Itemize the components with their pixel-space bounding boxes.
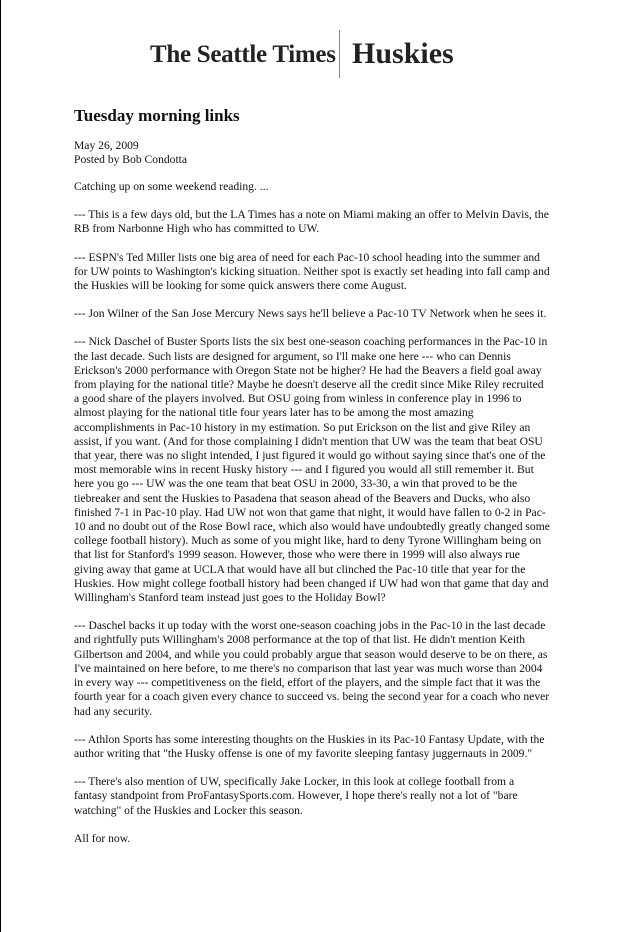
article-title: Tuesday morning links — [74, 106, 240, 125]
masthead — [0, 30, 621, 80]
paragraph-signoff: All for now. — [74, 831, 131, 845]
paragraph-athlon: --- Athlon Sports has some interesting thoughts on the Huskies in its Pac-10 Fantasy Update, with the author writing that "the Husky offense is one of my favorite sleeping fantasy juggernauts in 2009." — [74, 732, 545, 760]
masthead-divider — [339, 30, 340, 78]
paragraph-daschel-best: --- Nick Daschel of Buster Sports lists the six best one-season coaching performances in the Pac-10 in the last decade. Such lists are designed for argument, so I'll make one here --- who can Dennis Erickson's 2000 performance with Oregon State not be higher? He had the Beavers a field goal away from playing for the national title? Maybe he doesn't deserve all the credit since Mike Riley recruited a good share of the players involved. But OSU going from winless in conference play in 1996 to almost playing for the national title four years later has to be among the most amazing accomplishments in Pac-10 history in my estimation. So put Erickson on the list and give Riley an assist, if you want. (And for those complaining I didn't mention that UW was the team that beat OSU that year, there was no slight intended, I just figured it would go without saying since that's one of the most memorable wins in recent Husky history --- and I figured you would all still remember it. But here you go --- UW was the one team that beat OSU in 2000, 33-30, a win that proved to be the tiebreaker and sent the Huskies to Pasadena that season ahead of the Beavers and Ducks, who also finished 7-1 in Pac-10 play. Had UW not won that game that night, it would have fallen to 0-2 in Pac-10 and no doubt out of the Rose Bowl race, which also would have undoubtedly greatly changed some college football history). Much as some of you might like, hard to deny Tyrone Willingham being on that list for Stanford's 1999 season. However, those who were there in 1999 will also always rue giving away that game at UCLA that would have all but clinched the Pac-10 title that year for the Huskies. How might college football history had been changed if UW had won that game that day and Willingham's Stanford team instead just goes to the Holiday Bowl? — [74, 335, 550, 605]
article-date: May 26, 2009 — [74, 139, 139, 152]
paragraph-wilner: --- Jon Wilner of the San Jose Mercury News says he'll believe a Pac-10 TV Network when he sees it. — [74, 307, 547, 321]
newspaper-logo[interactable]: The Seattle Times — [150, 41, 336, 68]
article-byline: Posted by Bob Condotta — [74, 153, 188, 166]
article-meta — [74, 139, 550, 167]
paragraph-daschel-worst: --- Daschel backs it up today with the worst one-season coaching jobs in the Pac-10 in the last decade and rightfully puts Willingham's 2008 performance at the top of that list. He didn't mention Keith Gilbertson and 2004, and while you could probably argue that season would deserve to be on there, as I've maintained on here before, to me there's no comparison that last year was much worse than 2004 in every way --- competitiveness on the field, effort of the players, and the simple fact that it was the fourth year for a coach given every chance to succeed vs. being the second year for a coach who never had any security. — [74, 619, 550, 718]
section-name[interactable]: Huskies — [352, 37, 454, 70]
paragraph-profantasy: --- There's also mention of UW, specifically Jake Locker, in this look at college football from a fantasy standpoint from ProFantasySports.com. However, I hope there's really not a lot of "bare watching" of the Huskies and Locker this season. — [74, 775, 518, 817]
article — [74, 106, 550, 846]
paragraph-espn: --- ESPN's Ted Miller lists one big area of need for each Pac-10 school heading into the summer and for UW points to Washington's kicking situation. Neither spot is exactly set heading into fall camp and the Huskies will be looking for some quick answers there come August. — [74, 250, 550, 293]
paragraph-la-times: --- This is a few days old, but the LA Times has a note on Miami making an offer to Melvin Davis, the RB from Narbonne High who has committed to UW. — [74, 208, 549, 236]
page-left-border — [0, 0, 1, 932]
paragraph-intro: Catching up on some weekend reading. ... — [74, 180, 269, 193]
